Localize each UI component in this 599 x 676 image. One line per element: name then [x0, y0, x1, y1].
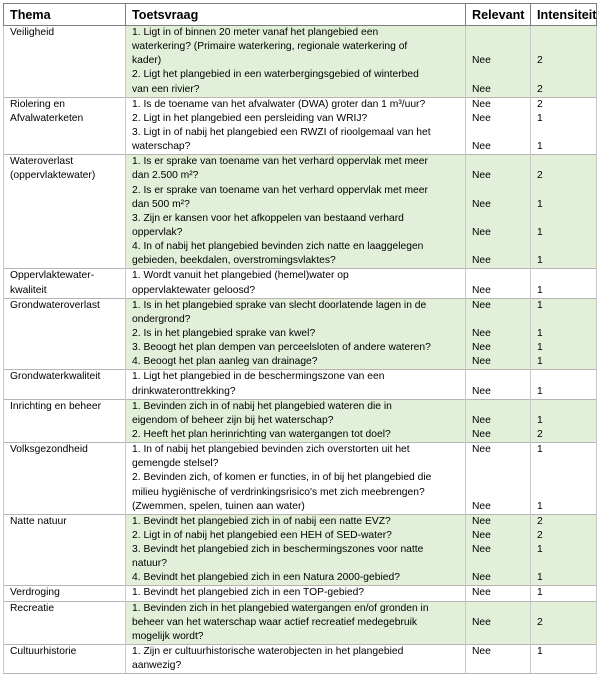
intensiteit-cell — [531, 586, 597, 601]
question-cell — [126, 514, 466, 529]
intensiteit-value: 1 — [537, 255, 543, 267]
relevant-cell — [466, 68, 531, 97]
theme-label: (oppervlaktewater) — [10, 170, 96, 182]
water-assessment-table — [3, 3, 597, 674]
question-text: 1. In of nabij het plangebied bevinden zich overstorten uit het — [132, 444, 410, 456]
table-row — [4, 26, 597, 69]
table-body — [4, 26, 597, 674]
question-cell — [126, 370, 466, 399]
intensiteit-cell — [531, 543, 597, 571]
relevant-value — [472, 630, 524, 644]
intensiteit-cell — [531, 428, 597, 443]
intensiteit-value: 1 — [537, 646, 543, 658]
question-text: gebieden, beekdalen, overstromingsvlaktes? — [132, 255, 336, 267]
relevant-cell — [466, 355, 531, 370]
intensiteit-cell — [531, 571, 597, 586]
question-cell — [126, 68, 466, 97]
theme-cell — [4, 586, 126, 601]
question-cell — [126, 112, 466, 126]
intensiteit-cell — [531, 399, 597, 428]
relevant-value — [472, 126, 524, 140]
intensiteit-value: 1 — [537, 444, 543, 456]
question-text: 1. Zijn er cultuurhistorische waterobjecten in het plangebied — [132, 646, 404, 658]
relevant-value: Nee — [472, 544, 491, 556]
question-text: 1. Ligt het plangebied in de beschermingszone van een — [132, 371, 385, 383]
intensiteit-value — [537, 471, 590, 485]
question-text: 3. Bevindt het plangebied zich in beschermingszones voor natte — [132, 544, 424, 556]
intensiteit-value: 2 — [537, 616, 543, 628]
theme-label: Riolering en — [10, 98, 65, 110]
intensiteit-cell — [531, 443, 597, 472]
question-text: oppervlaktewater geloosd? — [132, 284, 256, 296]
theme-label: kwaliteit — [10, 284, 47, 296]
intensiteit-cell — [531, 514, 597, 529]
intensiteit-value: 2 — [537, 98, 543, 110]
relevant-cell — [466, 645, 531, 674]
intensiteit-value: 1 — [537, 299, 543, 311]
intensiteit-value — [537, 269, 590, 283]
relevant-cell — [466, 543, 531, 571]
relevant-value: Nee — [472, 529, 491, 541]
question-text: 2. Is er sprake van toename van het verhard oppervlak met meer — [132, 184, 428, 196]
relevant-cell — [466, 327, 531, 341]
question-cell — [126, 240, 466, 269]
theme-cell — [4, 298, 126, 370]
intensiteit-value — [537, 602, 590, 616]
question-text: 1. Is de toename van het afvalwater (DWA) groter dan 1 m³/uur? — [132, 98, 426, 110]
question-text: beheer van het waterschap waar actief recreatief medegebruik — [132, 616, 418, 628]
theme-label: Grondwaterkwaliteit — [10, 371, 101, 383]
intensiteit-cell — [531, 370, 597, 399]
relevant-value: Nee — [472, 515, 491, 527]
theme-cell — [4, 514, 126, 586]
question-text: 2. Is in het plangebied sprake van kwel? — [132, 327, 316, 339]
relevant-value — [472, 68, 524, 82]
relevant-value: Nee — [472, 55, 491, 67]
theme-label: Cultuurhistorie — [10, 646, 77, 658]
question-text: 1. Bevindt het plangebied zich in een TOP-gebied? — [132, 587, 365, 599]
question-cell — [126, 184, 466, 212]
theme-cell — [4, 155, 126, 269]
intensiteit-value: 2 — [537, 428, 543, 440]
question-cell — [126, 212, 466, 240]
relevant-value: Nee — [472, 141, 491, 153]
intensiteit-value: 1 — [537, 356, 543, 368]
relevant-cell — [466, 399, 531, 428]
intensiteit-value: 1 — [537, 198, 543, 210]
intensiteit-cell — [531, 355, 597, 370]
header-thema: Thema — [4, 4, 126, 26]
relevant-value: Nee — [472, 646, 491, 658]
relevant-value — [472, 457, 524, 471]
intensiteit-cell — [531, 269, 597, 298]
relevant-value: Nee — [472, 414, 491, 426]
question-text: 3. Beoogt het plan dempen van perceelsloten of andere wateren? — [132, 342, 431, 354]
header-row — [4, 4, 597, 26]
relevant-cell — [466, 269, 531, 298]
relevant-cell — [466, 428, 531, 443]
relevant-cell — [466, 184, 531, 212]
intensiteit-cell — [531, 471, 597, 514]
header-intensiteit: Intensiteit — [531, 4, 597, 26]
relevant-value: Nee — [472, 444, 491, 456]
question-text: 2. Ligt in het plangebied een persleiding van WRIJ? — [132, 112, 368, 124]
question-text: 3. Zijn er kansen voor het afkoppelen van bestaand verhard — [132, 212, 404, 224]
table-row — [4, 97, 597, 112]
question-text: gemengde stelsel? — [132, 458, 219, 470]
intensiteit-cell — [531, 184, 597, 212]
relevant-cell — [466, 529, 531, 543]
intensiteit-value: 2 — [537, 170, 543, 182]
relevant-value — [472, 313, 524, 327]
theme-label: Wateroverlast — [10, 156, 74, 168]
intensiteit-cell — [531, 601, 597, 644]
question-text: 1. Is er sprake van toename van het verhard oppervlak met meer — [132, 156, 428, 168]
question-text: (Zwemmen, spelen, tuinen aan water) — [132, 500, 305, 512]
theme-label: Recreatie — [10, 602, 55, 614]
intensiteit-value: 2 — [537, 83, 543, 95]
relevant-value — [472, 557, 524, 571]
intensiteit-value — [537, 370, 590, 384]
question-text: 2. Ligt in of nabij het plangebied een HEH of SED-water? — [132, 529, 392, 541]
theme-cell — [4, 269, 126, 298]
question-text: waterschap? — [132, 141, 191, 153]
question-text: 1. Is in het plangebied sprake van slecht doorlatende lagen in de — [132, 299, 427, 311]
theme-label: Grondwateroverlast — [10, 299, 100, 311]
theme-label: Afvalwaterketen — [10, 112, 84, 124]
relevant-value: Nee — [472, 428, 491, 440]
relevant-value: Nee — [472, 500, 491, 512]
theme-cell — [4, 370, 126, 399]
theme-label: Volksgezondheid — [10, 444, 88, 456]
intensiteit-value: 1 — [537, 284, 543, 296]
question-text: 1. Bevinden zich in het plangebied watergangen en/of gronden in — [132, 602, 429, 614]
theme-cell — [4, 26, 126, 98]
table-row — [4, 370, 597, 399]
question-text: 2. Heeft het plan herinrichting van watergangen tot doel? — [132, 428, 391, 440]
question-text: van een rivier? — [132, 83, 200, 95]
relevant-value: Nee — [472, 170, 491, 182]
intensiteit-value — [537, 630, 590, 644]
intensiteit-cell — [531, 529, 597, 543]
intensiteit-value: 1 — [537, 342, 543, 354]
relevant-cell — [466, 97, 531, 112]
intensiteit-value: 2 — [537, 529, 543, 541]
relevant-value — [472, 659, 524, 673]
relevant-value: Nee — [472, 83, 491, 95]
question-text: mogelijk wordt? — [132, 630, 204, 642]
relevant-value: Nee — [472, 385, 491, 397]
question-text: 4. In of nabij het plangebied bevinden zich natte en laaggelegen — [132, 241, 424, 253]
table-row — [4, 586, 597, 601]
intensiteit-cell — [531, 327, 597, 341]
question-text: 1. Ligt in of binnen 20 meter vanaf het plangebied een — [132, 27, 379, 38]
question-cell — [126, 529, 466, 543]
intensiteit-cell — [531, 341, 597, 355]
question-text: 4. Beoogt het plan aanleg van drainage? — [132, 356, 318, 368]
relevant-value: Nee — [472, 616, 491, 628]
relevant-value — [472, 471, 524, 485]
question-cell — [126, 155, 466, 184]
intensiteit-value — [537, 240, 590, 254]
question-cell — [126, 26, 466, 69]
intensiteit-value — [537, 212, 590, 226]
table-row — [4, 399, 597, 428]
question-text: drinkwateronttrekking? — [132, 385, 236, 397]
question-text: 4. Bevindt het plangebied zich in een Natura 2000-gebied? — [132, 572, 400, 584]
intensiteit-value — [537, 659, 590, 673]
question-cell — [126, 355, 466, 370]
relevant-cell — [466, 341, 531, 355]
theme-label: Oppervlaktewater- — [10, 270, 95, 282]
intensiteit-cell — [531, 298, 597, 327]
theme-cell — [4, 645, 126, 674]
intensiteit-value: 1 — [537, 500, 543, 512]
question-text: waterkering? (Primaire waterkering, regionale waterkering of — [132, 41, 408, 53]
theme-cell — [4, 97, 126, 155]
relevant-cell — [466, 155, 531, 184]
intensiteit-value: 2 — [537, 515, 543, 527]
intensiteit-value: 1 — [537, 544, 543, 556]
question-text: dan 500 m²? — [132, 198, 190, 210]
intensiteit-value — [537, 68, 590, 82]
relevant-value: Nee — [472, 98, 491, 110]
relevant-cell — [466, 443, 531, 472]
relevant-cell — [466, 601, 531, 644]
question-cell — [126, 571, 466, 586]
intensiteit-value — [537, 26, 590, 40]
intensiteit-cell — [531, 155, 597, 184]
question-text: milieu hygiënische of verdrinkingsrisico's met zich meebrengen? — [132, 486, 425, 498]
relevant-value: Nee — [472, 327, 491, 339]
theme-label: Verdroging — [10, 587, 60, 599]
question-cell — [126, 586, 466, 601]
question-cell — [126, 126, 466, 155]
question-cell — [126, 428, 466, 443]
relevant-value — [472, 240, 524, 254]
theme-cell — [4, 601, 126, 644]
relevant-value: Nee — [472, 356, 491, 368]
relevant-cell — [466, 240, 531, 269]
question-cell — [126, 443, 466, 472]
table-row — [4, 514, 597, 529]
theme-label: Inrichting en beheer — [10, 400, 102, 412]
theme-label: Veiligheid — [10, 27, 55, 38]
question-text: ondergrond? — [132, 313, 191, 325]
intensiteit-cell — [531, 26, 597, 69]
question-cell — [126, 97, 466, 112]
question-cell — [126, 341, 466, 355]
relevant-value — [472, 184, 524, 198]
relevant-value — [472, 400, 524, 414]
intensiteit-value — [537, 313, 590, 327]
theme-cell — [4, 443, 126, 515]
relevant-value — [472, 212, 524, 226]
question-cell — [126, 327, 466, 341]
question-text: dan 2.500 m²? — [132, 170, 199, 182]
relevant-cell — [466, 26, 531, 69]
relevant-cell — [466, 126, 531, 155]
intensiteit-value: 1 — [537, 112, 543, 124]
relevant-cell — [466, 586, 531, 601]
intensiteit-value — [537, 457, 590, 471]
table-row — [4, 601, 597, 644]
question-cell — [126, 645, 466, 674]
relevant-value — [472, 602, 524, 616]
relevant-cell — [466, 298, 531, 327]
intensiteit-value: 1 — [537, 572, 543, 584]
intensiteit-cell — [531, 240, 597, 269]
relevant-cell — [466, 112, 531, 126]
table-row — [4, 443, 597, 472]
relevant-value: Nee — [472, 284, 491, 296]
relevant-cell — [466, 571, 531, 586]
table-row — [4, 645, 597, 674]
table-row — [4, 155, 597, 184]
relevant-value — [472, 40, 524, 54]
intensiteit-cell — [531, 97, 597, 112]
intensiteit-cell — [531, 212, 597, 240]
intensiteit-value — [537, 126, 590, 140]
question-cell — [126, 543, 466, 571]
question-text: aanwezig? — [132, 660, 182, 672]
intensiteit-value — [537, 400, 590, 414]
relevant-value: Nee — [472, 572, 491, 584]
question-cell — [126, 399, 466, 428]
intensiteit-value: 1 — [537, 226, 543, 238]
question-cell — [126, 471, 466, 514]
question-text: natuur? — [132, 558, 167, 570]
question-text: 3. Ligt in of nabij het plangebied een RWZI of rioolgemaal van het — [132, 126, 431, 138]
intensiteit-cell — [531, 112, 597, 126]
relevant-value: Nee — [472, 587, 491, 599]
theme-label: Natte natuur — [10, 515, 67, 527]
question-cell — [126, 298, 466, 327]
relevant-value: Nee — [472, 112, 491, 124]
question-text: 1. Bevinden zich in of nabij het plangebied wateren die in — [132, 400, 392, 412]
relevant-value: Nee — [472, 299, 491, 311]
relevant-value: Nee — [472, 342, 491, 354]
relevant-value — [472, 155, 524, 169]
question-text: 1. Wordt vanuit het plangebied (hemel)water op — [132, 270, 349, 282]
questionnaire-table-container — [3, 3, 596, 674]
intensiteit-value: 1 — [537, 414, 543, 426]
relevant-value — [472, 269, 524, 283]
intensiteit-value — [537, 557, 590, 571]
intensiteit-value: 1 — [537, 327, 543, 339]
question-text: oppervlak? — [132, 226, 183, 238]
header-relevant: Relevant — [466, 4, 531, 26]
relevant-cell — [466, 212, 531, 240]
relevant-cell — [466, 370, 531, 399]
relevant-value: Nee — [472, 255, 491, 267]
intensiteit-value: 1 — [537, 587, 543, 599]
relevant-value — [472, 486, 524, 500]
intensiteit-cell — [531, 68, 597, 97]
intensiteit-value: 1 — [537, 141, 543, 153]
intensiteit-value — [537, 486, 590, 500]
question-text: 2. Ligt het plangebied in een waterbergingsgebied of winterbed — [132, 69, 419, 81]
intensiteit-cell — [531, 645, 597, 674]
header-toetsvraag: Toetsvraag — [126, 4, 466, 26]
intensiteit-value — [537, 184, 590, 198]
intensiteit-value: 1 — [537, 385, 543, 397]
question-text: 1. Bevindt het plangebied zich in of nabij een natte EVZ? — [132, 515, 391, 527]
relevant-cell — [466, 471, 531, 514]
relevant-value — [472, 370, 524, 384]
question-text: kader) — [132, 55, 162, 67]
table-row — [4, 269, 597, 298]
question-cell — [126, 269, 466, 298]
intensiteit-value — [537, 40, 590, 54]
question-text: eigendom of beheer zijn bij het waterschap? — [132, 414, 334, 426]
intensiteit-value — [537, 155, 590, 169]
question-text: 2. Bevinden zich, of komen er functies, in of bij het plangebied die — [132, 472, 432, 484]
intensiteit-cell — [531, 126, 597, 155]
intensiteit-value: 2 — [537, 55, 543, 67]
theme-cell — [4, 399, 126, 442]
relevant-value: Nee — [472, 226, 491, 238]
question-cell — [126, 601, 466, 644]
relevant-cell — [466, 514, 531, 529]
relevant-value — [472, 26, 524, 40]
table-row — [4, 298, 597, 327]
relevant-value: Nee — [472, 198, 491, 210]
